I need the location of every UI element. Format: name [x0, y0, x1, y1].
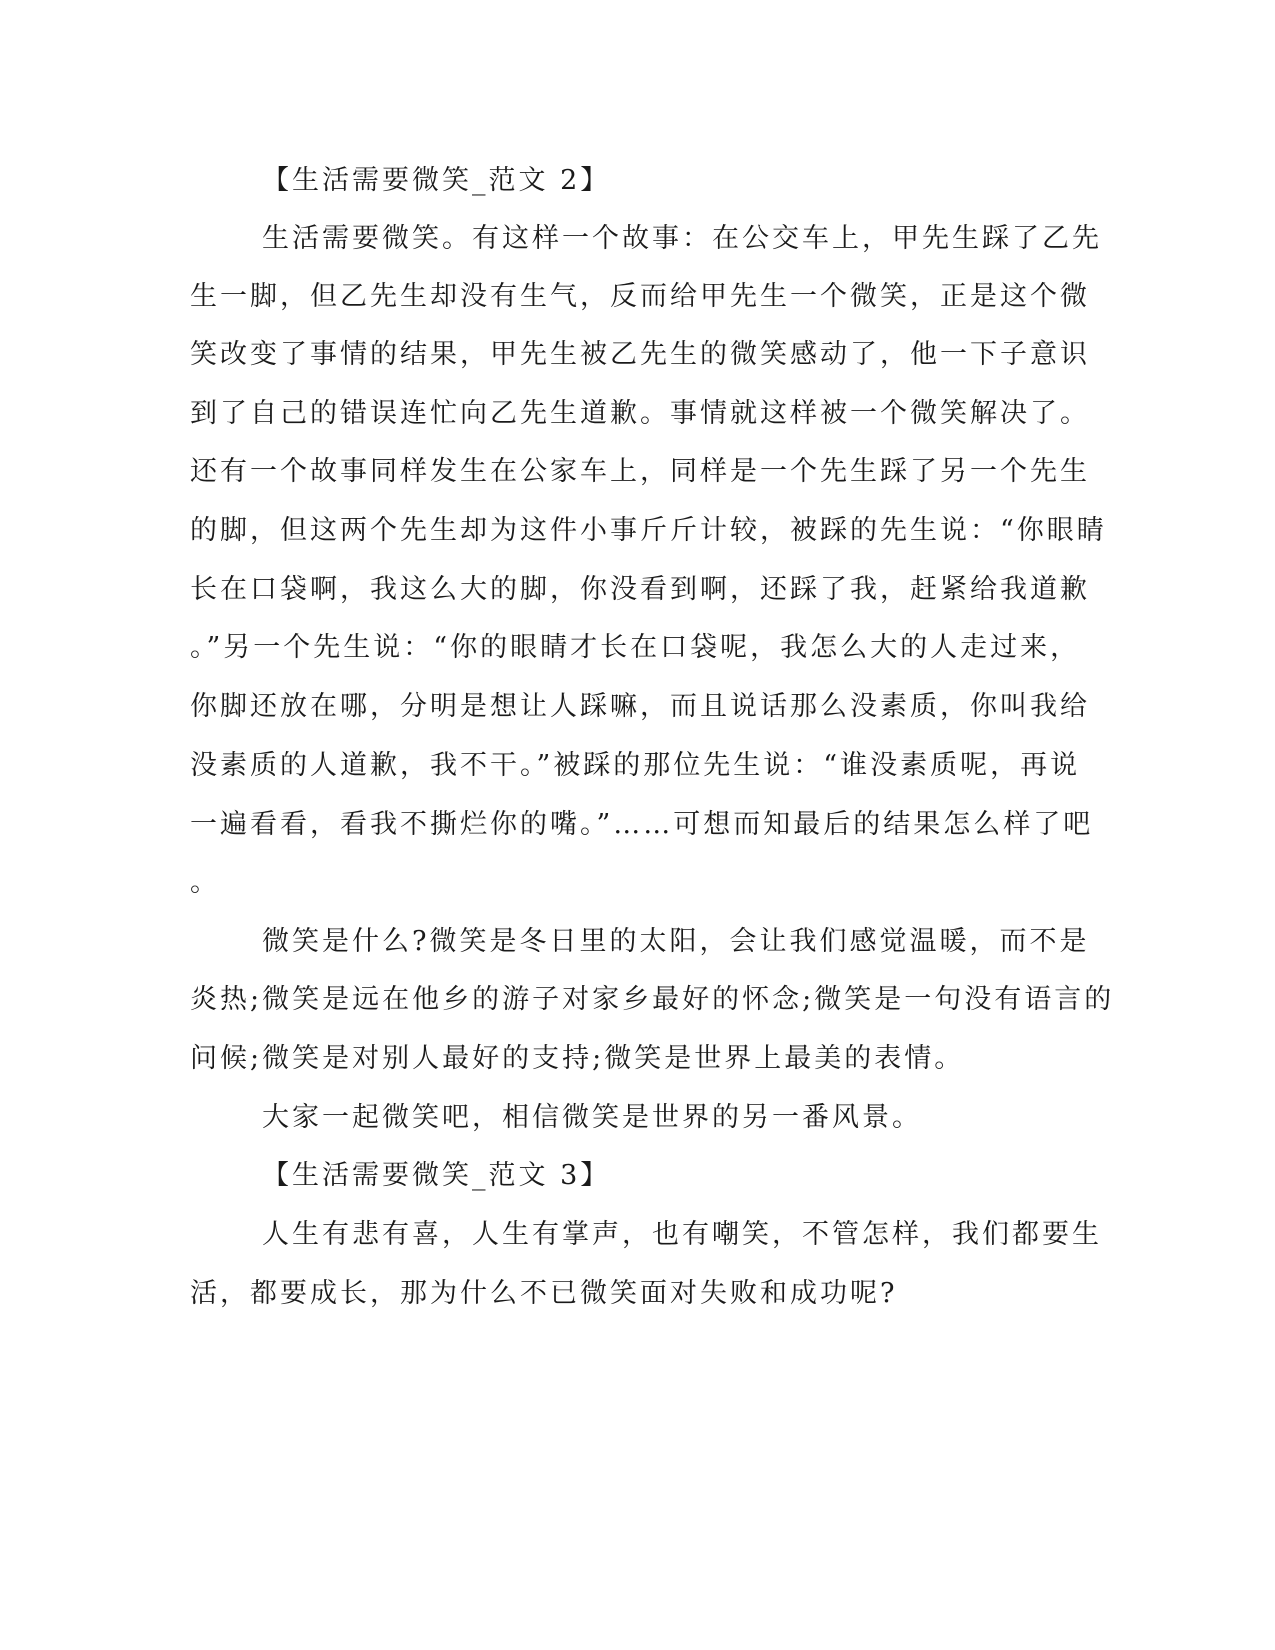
paragraph-1-line-1: 生活需要微笑。有这样一个故事：在公交车上，甲先生踩了乙先: [262, 223, 1102, 254]
paragraph-1-line-4: 到了自己的错误连忙向乙先生道歉。事情就这样被一个微笑解决了。: [190, 398, 1090, 429]
paragraph-1-line-11: 一遍看看，看我不撕烂你的嘴。”……可想而知最后的结果怎么样了吧: [190, 809, 1094, 840]
paragraph-1-line-12: 。: [190, 867, 220, 898]
paragraph-4-line-1: 人生有悲有喜，人生有掌声，也有嘲笑，不管怎样，我们都要生: [262, 1219, 1102, 1250]
paragraph-1-line-3: 笑改变了事情的结果，甲先生被乙先生的微笑感动了，他一下子意识: [190, 339, 1090, 370]
paragraph-1-line-8: 。”另一个先生说：“你的眼睛才长在口袋呢，我怎么大的人走过来，: [190, 632, 1081, 663]
paragraph-1-line-6: 的脚，但这两个先生却为这件小事斤斤计较，被踩的先生说：“你眼睛: [190, 515, 1107, 546]
paragraph-1-line-9: 你脚还放在哪，分明是想让人踩嘛，而且说话那么没素质，你叫我给: [190, 691, 1090, 722]
paragraph-1-line-7: 长在口袋啊，我这么大的脚，你没看到啊，还踩了我，赶紧给我道歉: [190, 574, 1090, 605]
paragraph-2-line-2: 炎热;微笑是远在他乡的游子对家乡最好的怀念;微笑是一句没有语言的: [190, 984, 1115, 1015]
paragraph-2-line-3: 问候;微笑是对别人最好的支持;微笑是世界上最美的表情。: [190, 1043, 965, 1074]
paragraph-2-line-1: 微笑是什么?微笑是冬日里的太阳，会让我们感觉温暖，而不是: [262, 926, 1090, 957]
section-heading-2: 【生活需要微笑_范文 2】: [262, 165, 611, 196]
paragraph-1-line-2: 生一脚，但乙先生却没有生气，反而给甲先生一个微笑，正是这个微: [190, 281, 1090, 312]
paragraph-4-line-2: 活，都要成长，那为什么不已微笑面对失败和成功呢?: [190, 1278, 898, 1309]
section-heading-3: 【生活需要微笑_范文 3】: [262, 1160, 611, 1191]
paragraph-1-line-5: 还有一个故事同样发生在公家车上，同样是一个先生踩了另一个先生: [190, 456, 1090, 487]
paragraph-3-line-1: 大家一起微笑吧，相信微笑是世界的另一番风景。: [262, 1102, 922, 1133]
paragraph-1-line-10: 没素质的人道歉，我不干。”被踩的那位先生说：“谁没素质呢，再说: [190, 750, 1081, 781]
